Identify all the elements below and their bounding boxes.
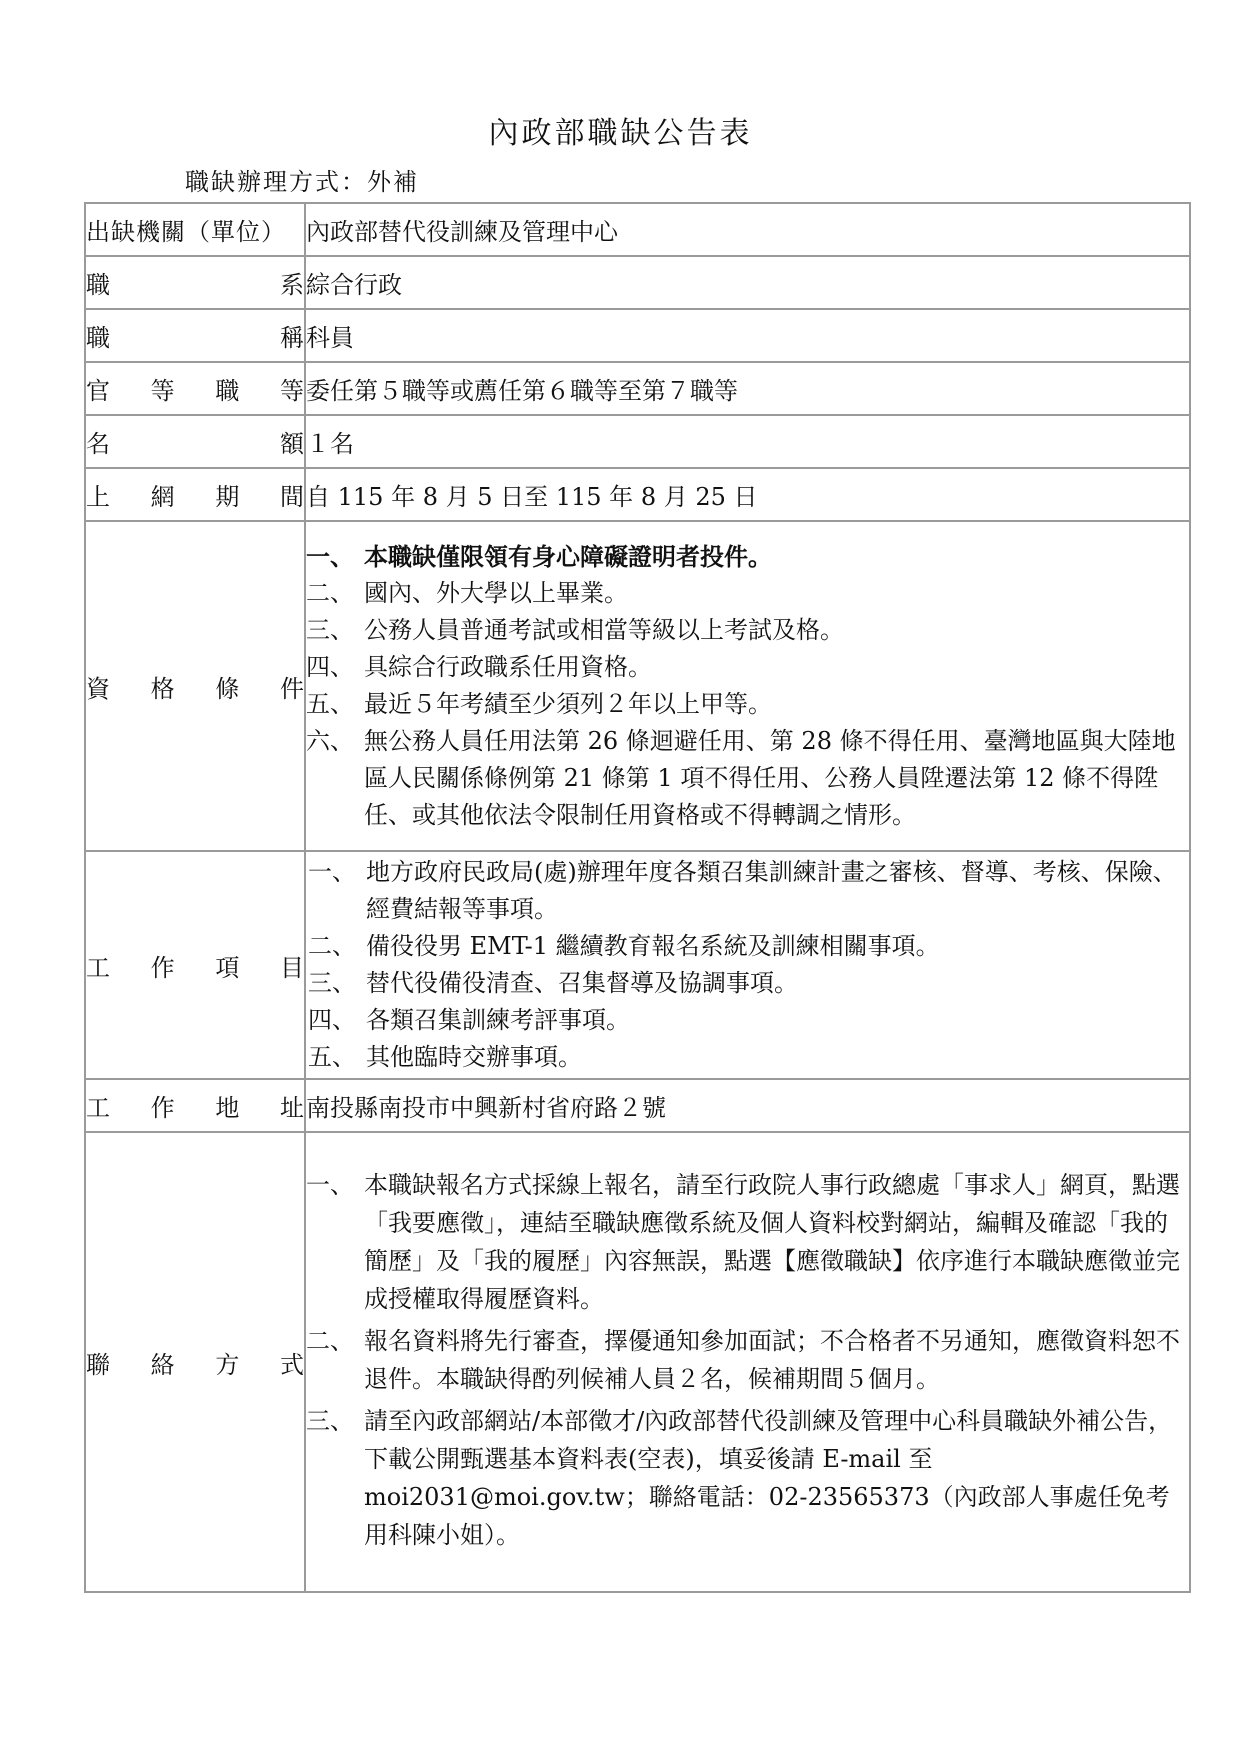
label-quota: 名 額	[86, 430, 304, 458]
value-job-title: 科員	[305, 309, 1190, 362]
recruitment-method: 職缺辦理方式：外補	[185, 168, 419, 196]
label-contact: 聯 絡 方 式	[86, 1350, 304, 1379]
list-item: 一、 本職缺僅限領有身心障礙證明者投件。	[306, 542, 772, 571]
contact-list	[305, 1132, 1190, 1592]
row-quota	[85, 415, 1190, 468]
list-item: 六、 無公務人員任用法第 26 條迴避任用、第 28 條不得任用、臺灣地區與大陸地區人民關係條例第 21 條第 1 項不得任用、公務人員陞遷法第 12 條不得陞任、或其他依法令限制任用資格或不得轉調之情形。	[306, 727, 1176, 829]
duties-list	[305, 851, 1190, 1079]
vacancy-table	[84, 202, 1191, 1593]
list-item: 二、 備役役男 EMT-1 繼續教育報名系統及訓練相關事項。	[308, 932, 940, 960]
row-duties	[85, 851, 1190, 1079]
row-period	[85, 468, 1190, 521]
row-series	[85, 256, 1190, 309]
list-item: 三、 請至內政部網站/本部徵才/內政部替代役訓練及管理中心科員職缺外補公告，下載公開甄選基本資料表(空表)，填妥後請 E-mail 至 moi2031@moi.gov.tw；聯絡電話：02-23565373（內政部人事處任免考用科陳小姐）。	[306, 1407, 1173, 1549]
value-series: 綜合行政	[305, 256, 1190, 309]
value-grade: 委任第５職等或薦任第６職等至第７職等	[305, 362, 1190, 415]
list-item: 五、 其他臨時交辦事項。	[308, 1043, 582, 1071]
list-item: 三、 替代役備役清查、召集督導及協調事項。	[308, 969, 798, 997]
row-job-title	[85, 309, 1190, 362]
label-duties: 工 作 項 目	[86, 953, 304, 982]
qualifications-list	[305, 521, 1190, 851]
row-qualifications	[85, 521, 1190, 851]
list-item: 一、 本職缺報名方式採線上報名，請至行政院人事行政總處「事求人」網頁，點選「我要應徵」，連結至職缺應徵系統及個人資料校對網站，編輯及確認「我的簡歷」及「我的履歷」內容無誤，點選【應徵職缺】依序進行本職缺應徵並完成授權取得履歷資料。	[306, 1171, 1180, 1313]
list-item: 二、 國內、外大學以上畢業。	[306, 579, 628, 607]
label-job-title: 職 稱	[86, 324, 304, 352]
row-contact	[85, 1132, 1190, 1592]
label-period: 上 網 期 間	[86, 483, 304, 511]
list-item: 二、 報名資料將先行審查，擇優通知參加面試；不合格者不另通知，應徵資料恕不退件。本職缺得酌列候補人員２名，候補期間５個月。	[306, 1327, 1180, 1393]
list-item: 四、 具綜合行政職系任用資格。	[306, 653, 652, 681]
value-location: 南投縣南投市中興新村省府路２號	[305, 1079, 1190, 1132]
label-qualifications: 資 格 條 件	[86, 674, 304, 703]
page-title: 內政部職缺公告表	[488, 116, 753, 151]
row-grade	[85, 362, 1190, 415]
list-item: 三、 公務人員普通考試或相當等級以上考試及格。	[306, 616, 844, 644]
list-item: 一、 地方政府民政局(處)辦理年度各類召集訓練計畫之審核、督導、考核、保險、經費結報等事項。	[308, 858, 1177, 923]
label-location: 工 作 地 址	[86, 1094, 304, 1122]
label-series: 職 系	[86, 271, 304, 299]
value-period: 自 115 年 8 月 5 日至 115 年 8 月 25 日	[305, 468, 1190, 521]
row-agency	[85, 203, 1190, 256]
label-agency: 出缺機關（單位）	[86, 218, 286, 246]
list-item: 五、 最近５年考績至少須列２年以上甲等。	[306, 690, 772, 718]
value-agency: 內政部替代役訓練及管理中心	[305, 203, 1190, 256]
list-item: 四、 各類召集訓練考評事項。	[308, 1006, 630, 1034]
row-location	[85, 1079, 1190, 1132]
label-grade: 官 等 職 等	[86, 377, 304, 405]
value-quota: １名	[305, 415, 1190, 468]
